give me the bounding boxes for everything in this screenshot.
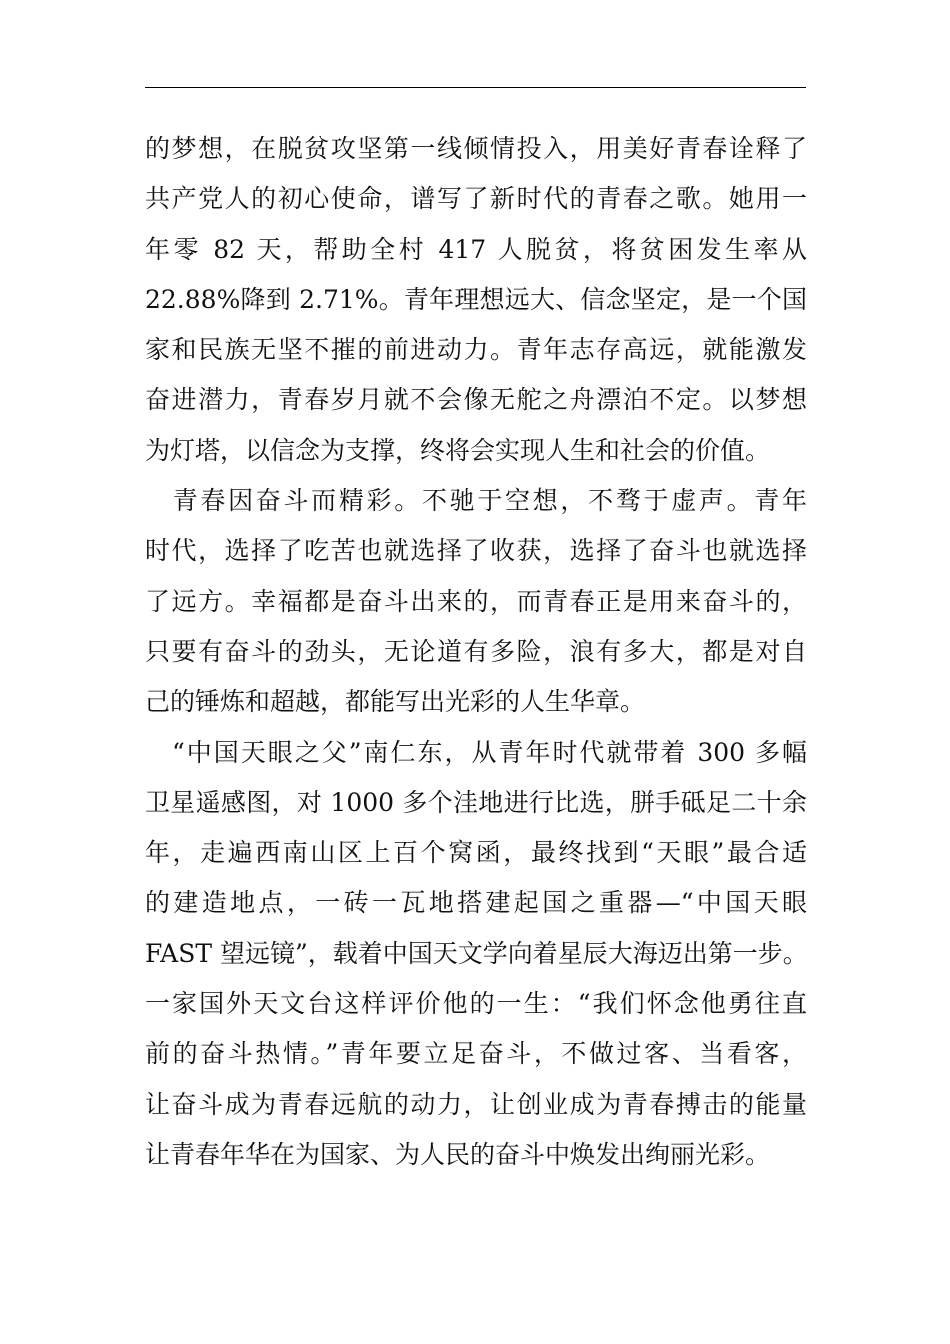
text-line: 年，走遍西南山区上百个窝函，最终找到“天眼”最合适 — [145, 838, 807, 868]
text-line: 的建造地点，一砖一瓦地搭建起国之重器—“中国天眼 — [145, 888, 807, 918]
text-line: 让奋斗成为青春远航的动力，让创业成为青春搏击的能量 — [145, 1089, 807, 1119]
text-line: 己的锤炼和超越，都能写出光彩的人生华章。 — [145, 687, 646, 717]
text-line: 为灯塔，以信念为支撑，终将会实现人生和社会的价值。 — [145, 435, 771, 465]
text-line: 一家国外天文台这样评价他的一生：“我们怀念他勇往直 — [145, 989, 807, 1019]
text-line: “中国天眼之父”南仁东，从青年时代就带着 300 多幅 — [145, 737, 807, 767]
body-text — [145, 124, 807, 1180]
text-line: 的梦想，在脱贫攻坚第一线倾情投入，用美好青春诠释了 — [145, 134, 807, 163]
text-line: 只要有奋斗的劲头，无论道有多险，浪有多大，都是对自 — [145, 636, 807, 666]
text-line: 家和民族无坚不摧的前进动力。青年志存高远，就能激发 — [145, 335, 807, 365]
text-line: 了远方。幸福都是奋斗出来的，而青春正是用来奋斗的， — [145, 586, 807, 616]
text-line: 22.88%降到 2.71%。青年理想远大、信念坚定，是一个国 — [145, 284, 807, 314]
paragraph — [145, 476, 807, 727]
text-line: 青春因奋斗而精彩。不驰于空想，不骛于虚声。青年 — [145, 486, 807, 516]
text-line: 前的奋斗热情。”青年要立足奋斗，不做过客、当看客， — [145, 1039, 807, 1069]
paragraph — [145, 728, 807, 1181]
text-line: 时代，选择了吃苦也就选择了收获，选择了奋斗也就选择 — [145, 536, 807, 566]
text-line: FAST 望远镜”，载着中国天文学向着星辰大海迈出第一步。 — [145, 938, 808, 968]
header-rule — [145, 87, 806, 88]
text-line: 奋进潜力，青春岁月就不会像无舵之舟漂泊不定。以梦想 — [145, 385, 807, 415]
paragraph — [145, 124, 807, 476]
text-line: 让青春年华在为国家、为人民的奋斗中焕发出绚丽光彩。 — [145, 1139, 771, 1169]
text-line: 共产党人的初心使命，谱写了新时代的青春之歌。她用一 — [145, 184, 807, 214]
text-line: 年零 82 天，帮助全村 417 人脱贫，将贫困发生率从 — [145, 234, 807, 264]
text-line: 卫星遥感图，对 1000 多个洼地进行比选，胼手砥足二十余 — [145, 787, 807, 817]
